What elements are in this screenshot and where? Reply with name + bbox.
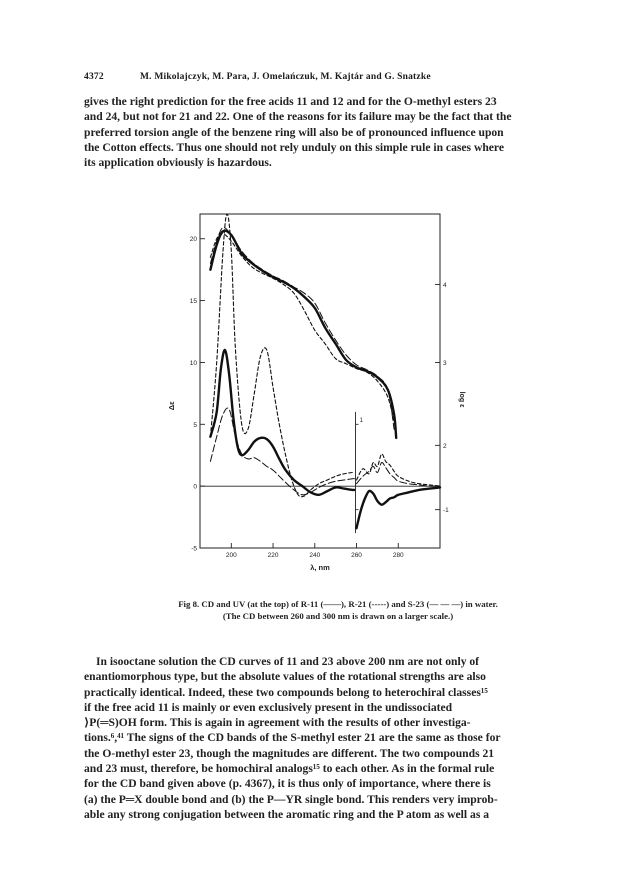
text-line: In isooctane solution the CD curves of 11 and 23 above 200 nm are not only of xyxy=(96,655,480,668)
text-line: practically identical. Indeed, these two compounds belong to heterochiral classes¹⁵ xyxy=(84,685,488,699)
caption-line-1: Fig 8. CD and UV (at the top) of R-11 (——), R-21 (-----) and S-23 (— — —) in water. xyxy=(178,599,498,609)
x-tick-label: 200 xyxy=(225,552,237,559)
series-cd-s-23 xyxy=(210,408,354,495)
series-uv-r-11 xyxy=(210,231,396,438)
y-right-tick-label: -1 xyxy=(443,507,449,515)
figure-caption xyxy=(118,598,558,622)
plot-frame xyxy=(200,214,440,548)
chart-svg xyxy=(150,208,490,588)
top-paragraph xyxy=(84,94,554,170)
page-number: 4372 xyxy=(84,72,104,82)
y-tick-label: 20 xyxy=(189,236,197,244)
inset-tick-label: 1 xyxy=(359,417,363,424)
text-line: ⟩P(═S)OH form. This is again in agreement with the results of other investiga- xyxy=(84,716,471,730)
series-uv-r-21 xyxy=(210,234,394,422)
y-right-axis-label: log ε xyxy=(458,391,465,408)
y-tick-label: 0 xyxy=(193,483,197,491)
text-line: the Cotton effects. Thus one should not rely unduly on this simple rule in cases where xyxy=(84,140,504,154)
text-line: tions.⁶,⁴¹ The signs of the CD bands of the S-methyl ester 21 are the same as those for xyxy=(84,731,501,745)
x-tick-label: 240 xyxy=(309,552,321,559)
y-tick-label: -5 xyxy=(191,545,197,553)
y-tick-label: 5 xyxy=(193,421,197,429)
y-tick-label: 15 xyxy=(189,298,197,306)
text-line: preferred torsion angle of the benzene ring will also be of pronounced influence upon xyxy=(84,125,504,139)
text-line: if the free acid 11 is mainly or even exclusively present in the undissociated xyxy=(84,700,453,714)
text-line: (a) the P═X double bond and (b) the P—YR single bond. This renders very improb- xyxy=(84,792,498,806)
x-axis-label: λ, nm xyxy=(310,563,330,572)
series-uv-s-23 xyxy=(210,227,394,429)
text-line: enantiomorphous type, but the absolute values of the rotational strengths are also xyxy=(84,670,486,684)
labels-layer xyxy=(167,236,465,572)
y-right-tick-label: 3 xyxy=(443,359,447,367)
series-layer xyxy=(210,214,440,528)
y-axis-label: Δε xyxy=(167,401,176,411)
y-right-tick-label: 2 xyxy=(443,442,447,450)
text-line: for the CD band given above (p. 4367), it is thus only of importance, where there is xyxy=(84,777,491,791)
text-line: and 23 must, therefore, be homochiral analogs¹⁵ to each other. As in the formal rule xyxy=(84,762,495,776)
axes-layer xyxy=(200,214,440,548)
text-line: its application obviously is hazardous. xyxy=(84,156,272,170)
text-line: the O-methyl ester 23, though the magnitudes are different. The two compounds 21 xyxy=(84,746,495,760)
y-tick-label: 10 xyxy=(189,359,197,367)
text-line: able any strong conjugation between the aromatic ring and the P atom as well as a xyxy=(84,807,490,821)
figure-8-chart xyxy=(150,208,490,588)
x-tick-label: 280 xyxy=(392,552,404,559)
bottom-paragraph xyxy=(84,654,554,822)
series-cd-inset-r-21-larger-scale xyxy=(357,454,441,486)
text-line: gives the right prediction for the free acids 11 and 12 and for the O-methyl esters 23 xyxy=(84,95,497,108)
series-cd-inset-r-11-larger-scale xyxy=(357,487,441,528)
x-tick-label: 220 xyxy=(267,552,279,559)
running-head: M. Mikolajczyk, M. Para, J. Omelańczuk, M. Kajtár and G. Snatzke xyxy=(140,72,431,82)
y-right-tick-label: 4 xyxy=(443,282,447,290)
text-line: and 24, but not for 21 and 22. One of the reasons for its failure may be the fact that the xyxy=(84,110,512,124)
caption-line-2: (The CD between 260 and 300 nm is drawn on a larger scale.) xyxy=(222,611,454,621)
x-tick-label: 260 xyxy=(351,552,362,559)
